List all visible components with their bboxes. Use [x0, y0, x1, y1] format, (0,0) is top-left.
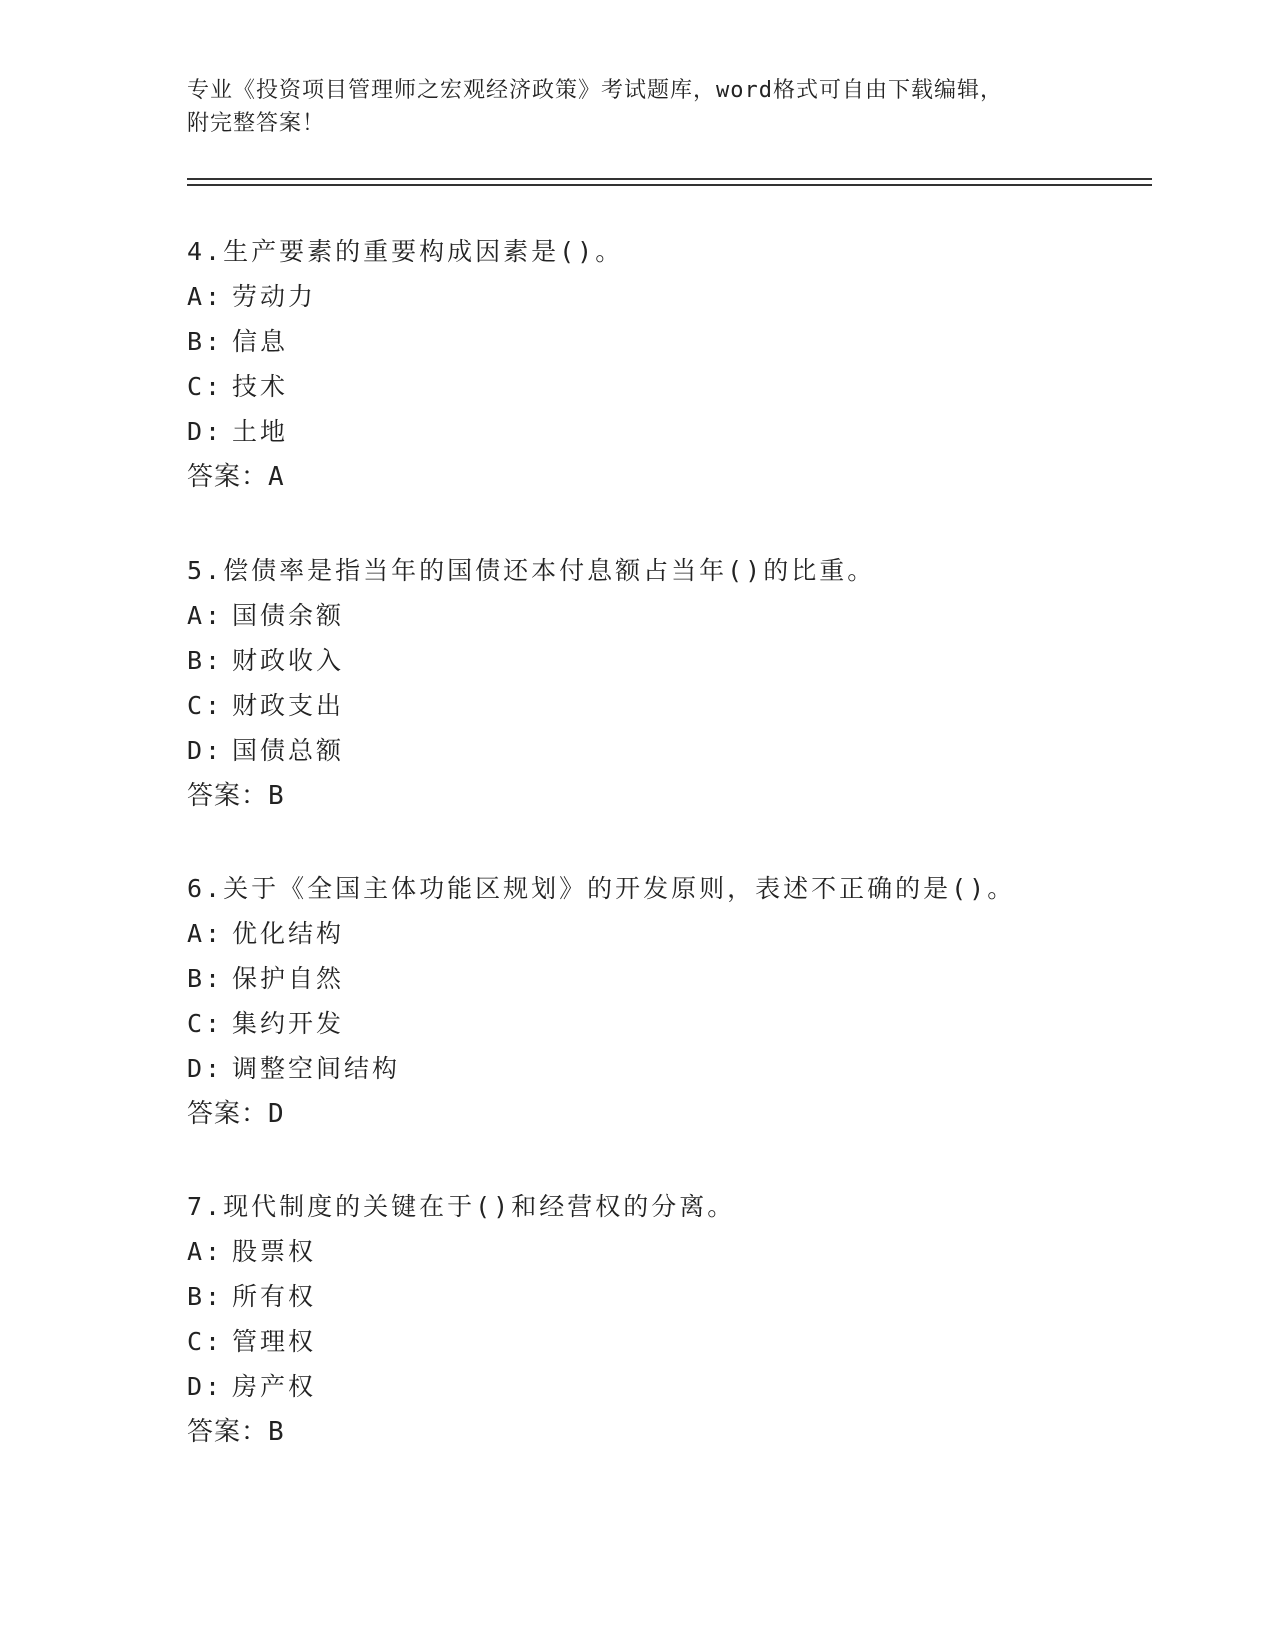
option-c	[187, 1009, 1187, 1054]
answer-line	[187, 462, 1187, 507]
answer-label: 答案：	[187, 462, 269, 492]
option-a	[187, 282, 1187, 327]
option-b	[187, 964, 1187, 1009]
header-divider-bottom	[187, 184, 1152, 186]
question-stem: 5.偿债率是指当年的国债还本付息额占当年()的比重。	[187, 556, 876, 585]
answer-label: 答案：	[187, 1417, 269, 1447]
header-line-1: 专业《投资项目管理师之宏观经济政策》考试题库，word格式可自由下载编辑，	[187, 78, 1003, 103]
header-line-2: 附完整答案！	[187, 111, 326, 136]
answer-label: 答案：	[187, 781, 269, 811]
option-d	[187, 736, 1187, 781]
option-d	[187, 417, 1187, 462]
answer-value: B	[268, 781, 285, 811]
option-text: 财政收入	[232, 646, 345, 675]
option-text: 财政支出	[232, 691, 345, 720]
option-letter: A:	[187, 282, 224, 311]
answer-value: A	[268, 462, 285, 492]
question-stem: 6.关于《全国主体功能区规划》的开发原则，表述不正确的是()。	[187, 874, 1016, 903]
question-7	[187, 1192, 1187, 1462]
option-letter: C:	[187, 1327, 224, 1356]
option-text: 保护自然	[232, 964, 345, 993]
answer-label: 答案：	[187, 1099, 269, 1129]
option-letter: A:	[187, 1237, 224, 1266]
answer-value: B	[268, 1417, 285, 1447]
option-a	[187, 919, 1187, 964]
option-letter: B:	[187, 1282, 224, 1311]
question-5	[187, 556, 1187, 826]
answer-line	[187, 781, 1187, 826]
option-c	[187, 1327, 1187, 1372]
answer-line	[187, 1417, 1187, 1462]
option-b	[187, 646, 1187, 691]
option-letter: D:	[187, 1054, 224, 1083]
option-text: 优化结构	[232, 919, 345, 948]
option-b	[187, 1282, 1187, 1327]
option-letter: D:	[187, 1372, 224, 1401]
question-4	[187, 237, 1187, 507]
option-text: 调整空间结构	[232, 1054, 401, 1083]
option-letter: A:	[187, 601, 224, 630]
option-text: 国债总额	[232, 736, 345, 765]
option-letter: C:	[187, 372, 224, 401]
question-stem: 7.现代制度的关键在于()和经营权的分离。	[187, 1192, 736, 1221]
option-d	[187, 1372, 1187, 1417]
option-letter: B:	[187, 964, 224, 993]
option-text: 土地	[232, 417, 289, 446]
option-c	[187, 372, 1187, 417]
document-header	[187, 74, 1087, 140]
answer-line	[187, 1099, 1187, 1144]
option-letter: D:	[187, 417, 224, 446]
option-a	[187, 601, 1187, 646]
option-text: 国债余额	[232, 601, 345, 630]
option-text: 房产权	[232, 1372, 317, 1401]
option-letter: D:	[187, 736, 224, 765]
option-text: 劳动力	[232, 282, 317, 311]
option-letter: C:	[187, 1009, 224, 1038]
option-letter: B:	[187, 327, 224, 356]
option-a	[187, 1237, 1187, 1282]
question-stem: 4.生产要素的重要构成因素是()。	[187, 237, 624, 266]
option-letter: C:	[187, 691, 224, 720]
option-letter: B:	[187, 646, 224, 675]
answer-value: D	[268, 1099, 285, 1129]
option-text: 集约开发	[232, 1009, 345, 1038]
option-text: 信息	[232, 327, 289, 356]
option-text: 股票权	[232, 1237, 317, 1266]
option-letter: A:	[187, 919, 224, 948]
option-text: 所有权	[232, 1282, 317, 1311]
option-text: 管理权	[232, 1327, 317, 1356]
question-6	[187, 874, 1187, 1144]
option-text: 技术	[232, 372, 289, 401]
option-b	[187, 327, 1187, 372]
option-d	[187, 1054, 1187, 1099]
header-divider-top	[187, 178, 1152, 180]
option-c	[187, 691, 1187, 736]
